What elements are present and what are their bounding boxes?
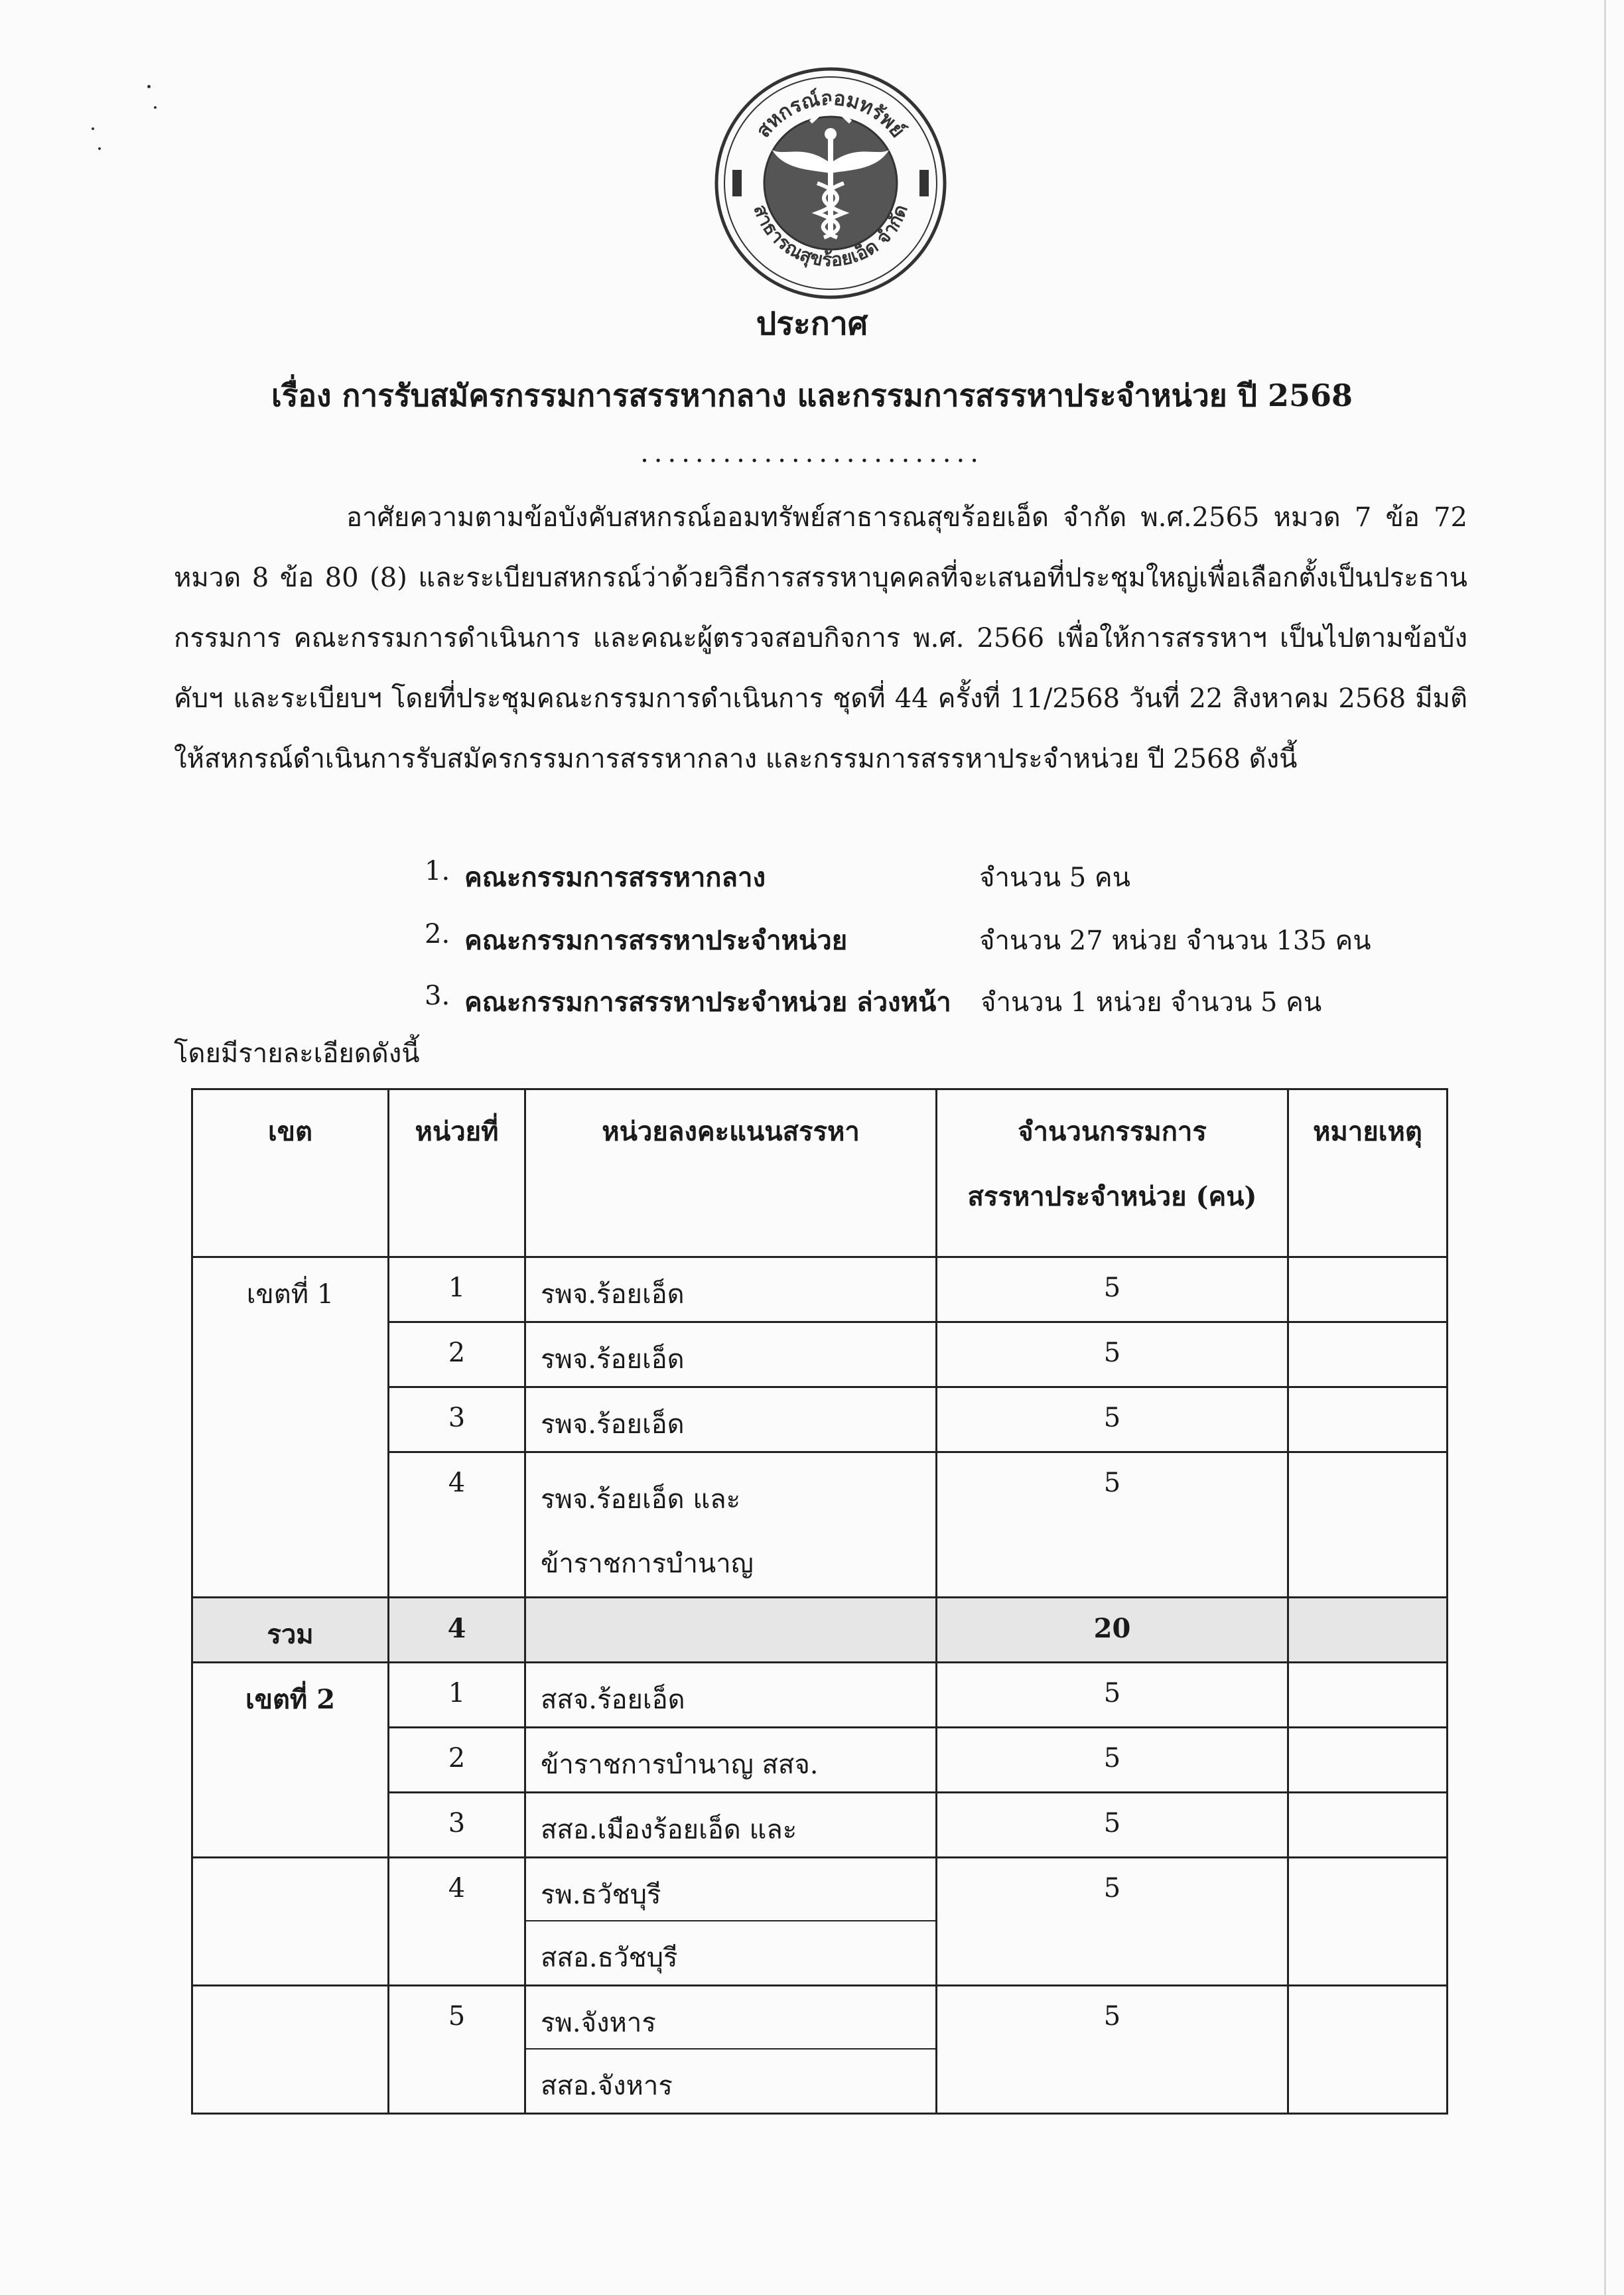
list-item-count: จำนวน 5 คน bbox=[979, 863, 1131, 893]
body-paragraph bbox=[174, 488, 1467, 790]
note-cell bbox=[1288, 1452, 1448, 1598]
table-row: 4 รพ.ธวัชบุรี สสอ.ธวัชบุรี 5 bbox=[192, 1858, 1448, 1986]
scan-speck bbox=[98, 147, 101, 150]
svg-text:สาธารณสุขร้อยเอ็ด จำกัด: สาธารณสุขร้อยเอ็ด จำกัด bbox=[749, 201, 912, 271]
note-cell bbox=[1288, 1793, 1448, 1858]
table-row: 5 รพ.จังหาร สสอ.จังหาร 5 bbox=[192, 1986, 1448, 2114]
note-cell bbox=[1288, 1387, 1448, 1452]
header-zone: เขต bbox=[192, 1089, 389, 1257]
list-item-label: คณะกรรมการสรรหากลาง bbox=[464, 862, 766, 893]
note-cell bbox=[1288, 1858, 1448, 1986]
table-row: 3 รพจ.ร้อยเอ็ด 5 bbox=[192, 1387, 1448, 1452]
list-item-count: จำนวน 27 หน่วย จำนวน 135 คน bbox=[979, 926, 1371, 956]
table-row: เขตที่ 2 1 สสจ.ร้อยเอ็ด 5 bbox=[192, 1663, 1448, 1728]
scan-speck bbox=[92, 127, 94, 130]
zone-cell: เขตที่ 1 bbox=[192, 1257, 389, 1598]
page-title: ประกาศ bbox=[756, 305, 868, 342]
table-row: 3 สสอ.เมืองร้อยเอ็ด และ 5 bbox=[192, 1793, 1448, 1858]
body-text: อาศัยความตามข้อบังคับสหกรณ์ออมทรัพย์สาธารณสุขร้อยเอ็ด จำกัด พ.ศ.2565 หมวด 7 ข้อ 72 หมวด 8 ข้อ 80 (8) และระเบียบสหกรณ์ว่าด้วยวิธีการสรรหาบุคคลที่จะเสนอที่ประชุมใหญ่เพื่อเลือกตั้งเป็นประธานกรรมการ คณะกรรมการดำเนินการ และคณะผู้ตรวจสอบกิจการ พ.ศ. 2566 เพื่อให้การสรรหาฯ เป็นไปตามข้อบังคับฯ และระเบียบฯ โดยที่ประชุมคณะกรรมการดำเนินการ ชุดที่ 44 ครั้งที่ 11/2568 วันที่ 22 สิงหาคม 2568 มีมติให้สหกรณ์ดำเนินการรับสมัครกรรมการสรรหากลาง และกรรมการสรรหาประจำหน่วย ปี 2568 ดังนี้ bbox=[174, 502, 1467, 774]
note-cell bbox=[1288, 1986, 1448, 2114]
details-label: โดยมีรายละเอียดดังนี้ bbox=[174, 1038, 420, 1069]
note-cell bbox=[1288, 1257, 1448, 1322]
cooperative-seal-logo bbox=[711, 64, 950, 303]
sum-row: รวม 4 20 bbox=[192, 1598, 1448, 1663]
list-item-label: คณะกรรมการสรรหาประจำหน่วย ล่วงหน้า bbox=[464, 987, 951, 1018]
scan-speck bbox=[154, 106, 157, 109]
note-cell bbox=[1288, 1663, 1448, 1728]
table-row: 4 รพจ.ร้อยเอ็ด และ ข้าราชการบำนาญ 5 bbox=[192, 1452, 1448, 1598]
note-cell bbox=[1288, 1728, 1448, 1793]
list-item-label: คณะกรรมการสรรหาประจำหน่วย bbox=[464, 925, 848, 956]
dotted-separator: ......................... bbox=[640, 438, 984, 468]
subject-heading: เรื่อง การรับสมัครกรรมการสรรหากลาง และกรรมการสรรหาประจำหน่วย ปี 2568 bbox=[271, 378, 1353, 413]
header-count: จำนวนกรรมการ สรรหาประจำหน่วย (คน) bbox=[937, 1089, 1288, 1257]
zone-cell: เขตที่ 2 bbox=[192, 1663, 389, 1858]
scan-speck bbox=[147, 85, 151, 88]
header-unit: หน่วยลงคะแนนสรรหา bbox=[525, 1089, 937, 1257]
table-row: 2 ข้าราชการบำนาญ สสจ. 5 bbox=[192, 1728, 1448, 1793]
units-table bbox=[191, 1088, 1448, 2115]
table-header-row bbox=[192, 1089, 1448, 1257]
table-row: เขตที่ 1 1 รพจ.ร้อยเอ็ด 5 bbox=[192, 1257, 1448, 1322]
table-row: 2 รพจ.ร้อยเอ็ด 5 bbox=[192, 1322, 1448, 1387]
note-cell bbox=[1288, 1322, 1448, 1387]
list-item-count: จำนวน 1 หน่วย จำนวน 5 คน bbox=[981, 987, 1322, 1018]
header-unit-no: หน่วยที่ bbox=[389, 1089, 525, 1257]
header-note: หมายเหตุ bbox=[1288, 1089, 1448, 1257]
svg-text:สหกรณ์ออมทรัพย์: สหกรณ์ออมทรัพย์ bbox=[752, 86, 910, 143]
